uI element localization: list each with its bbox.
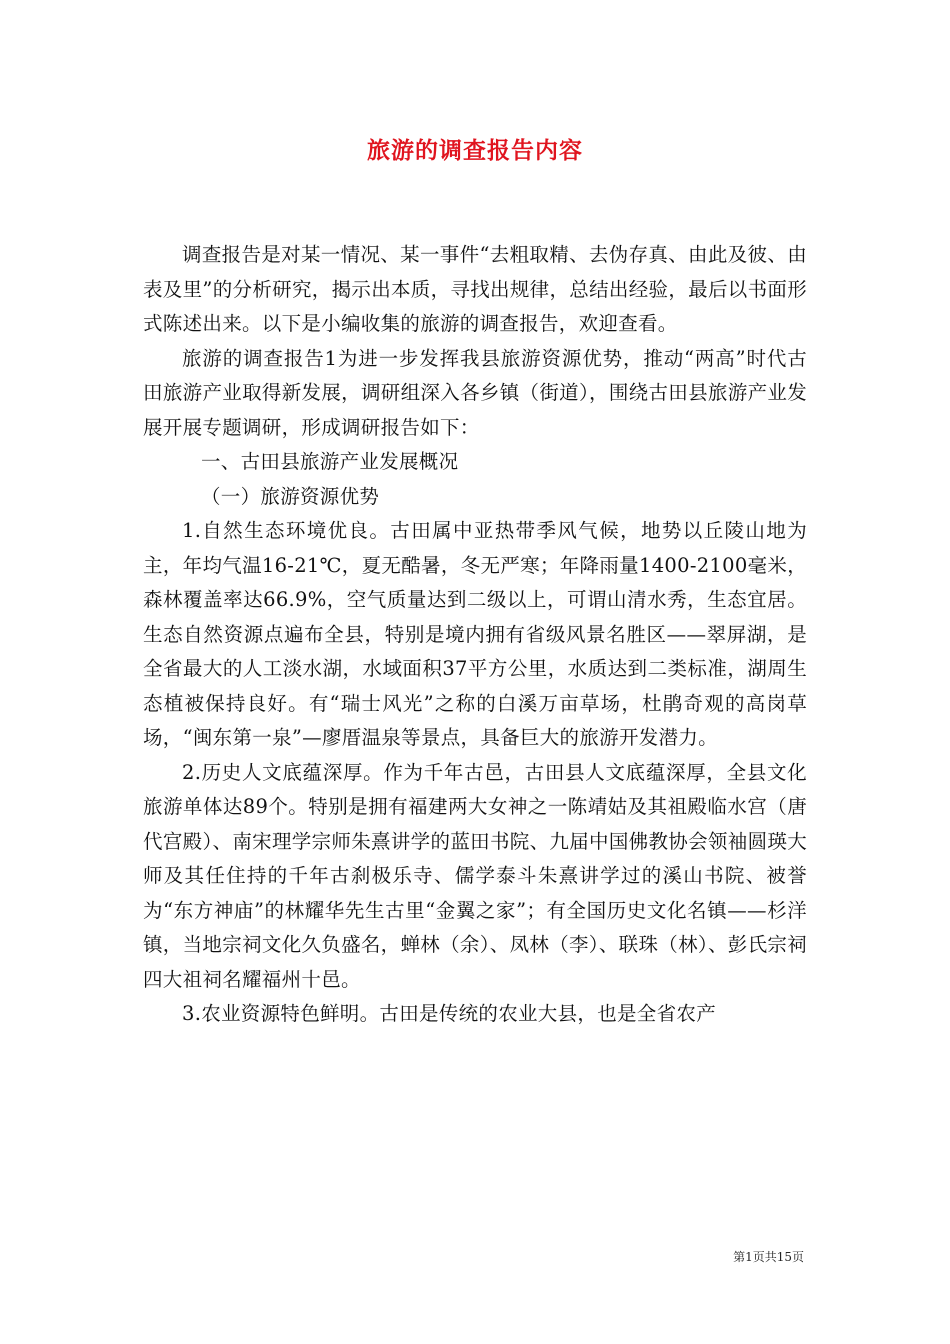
page-number: 第1页共15页 [733,1250,804,1264]
paragraph-intro: 调查报告是对某一情况、某一事件“去粗取精、去伪存真、由此及彼、由表及里”的分析研究，揭示出本质，寻找出规律，总结出经验，最后以书面形式陈述出来。以下是小编收集的旅游的调查报告，欢迎查看。 [143,243,807,335]
section-heading-overview: 一、古田县旅游产业发展概况 [201,450,459,473]
page-title: 旅游的调查报告内容 [367,137,583,164]
document-body [143,238,807,1032]
paragraph-report-1: 旅游的调查报告1为进一步发挥我县旅游资源优势，推动“两高”时代古田旅游产业取得新发展，调研组深入各乡镇（街道），围绕古田县旅游产业发展开展专题调研，形成调研报告如下： [143,346,807,439]
paragraph-agriculture: 3.农业资源特色鲜明。古田是传统的农业大县，也是全省农产 [182,1002,717,1025]
paragraph-natural-environment: 1.自然生态环境优良。古田属中亚热带季风气候，地势以丘陵山地为主，年均气温16-21℃，夏无酷暑，冬无严寒；年降雨量1400-2100毫米，森林覆盖率达66.9%，空气质量达到二级以上，可谓山清水秀，生态宜居。生态自然资源点遍布全县，特别是境内拥有省级风景名胜区——翠屏湖，是全省最大的人工淡水湖，水域面积37平方公里，水质达到二类标准，湖周生态植被保持良好。有“瑞士风光”之称的白溪万亩草场，杜鹃奇观的高岗草场，“闽东第一泉”—廖厝温泉等景点，具备巨大的旅游开发潜力。 [143,519,807,749]
subsection-heading-resources: （一）旅游资源优势 [201,484,380,508]
paragraph-history-culture: 2.历史人文底蕴深厚。作为千年古邑，古田县人文底蕴深厚，全县文化旅游单体达89个。特别是拥有福建两大女神之一陈靖姑及其祖殿临水宫（唐代宫殿）、南宋理学宗师朱熹讲学的蓝田书院、九届中国佛教协会领袖圆瑛大师及其任住持的千年古刹极乐寺、儒学泰斗朱熹讲学过的溪山书院、被誉为“东方神庙”的林耀华先生古里“金翼之家”；有全国历史文化名镇——杉洋镇，当地宗祠文化久负盛名，蝉林（余）、凤林（李）、联珠（林）、彭氏宗祠四大祖祠名耀福州十邑。 [143,760,807,991]
